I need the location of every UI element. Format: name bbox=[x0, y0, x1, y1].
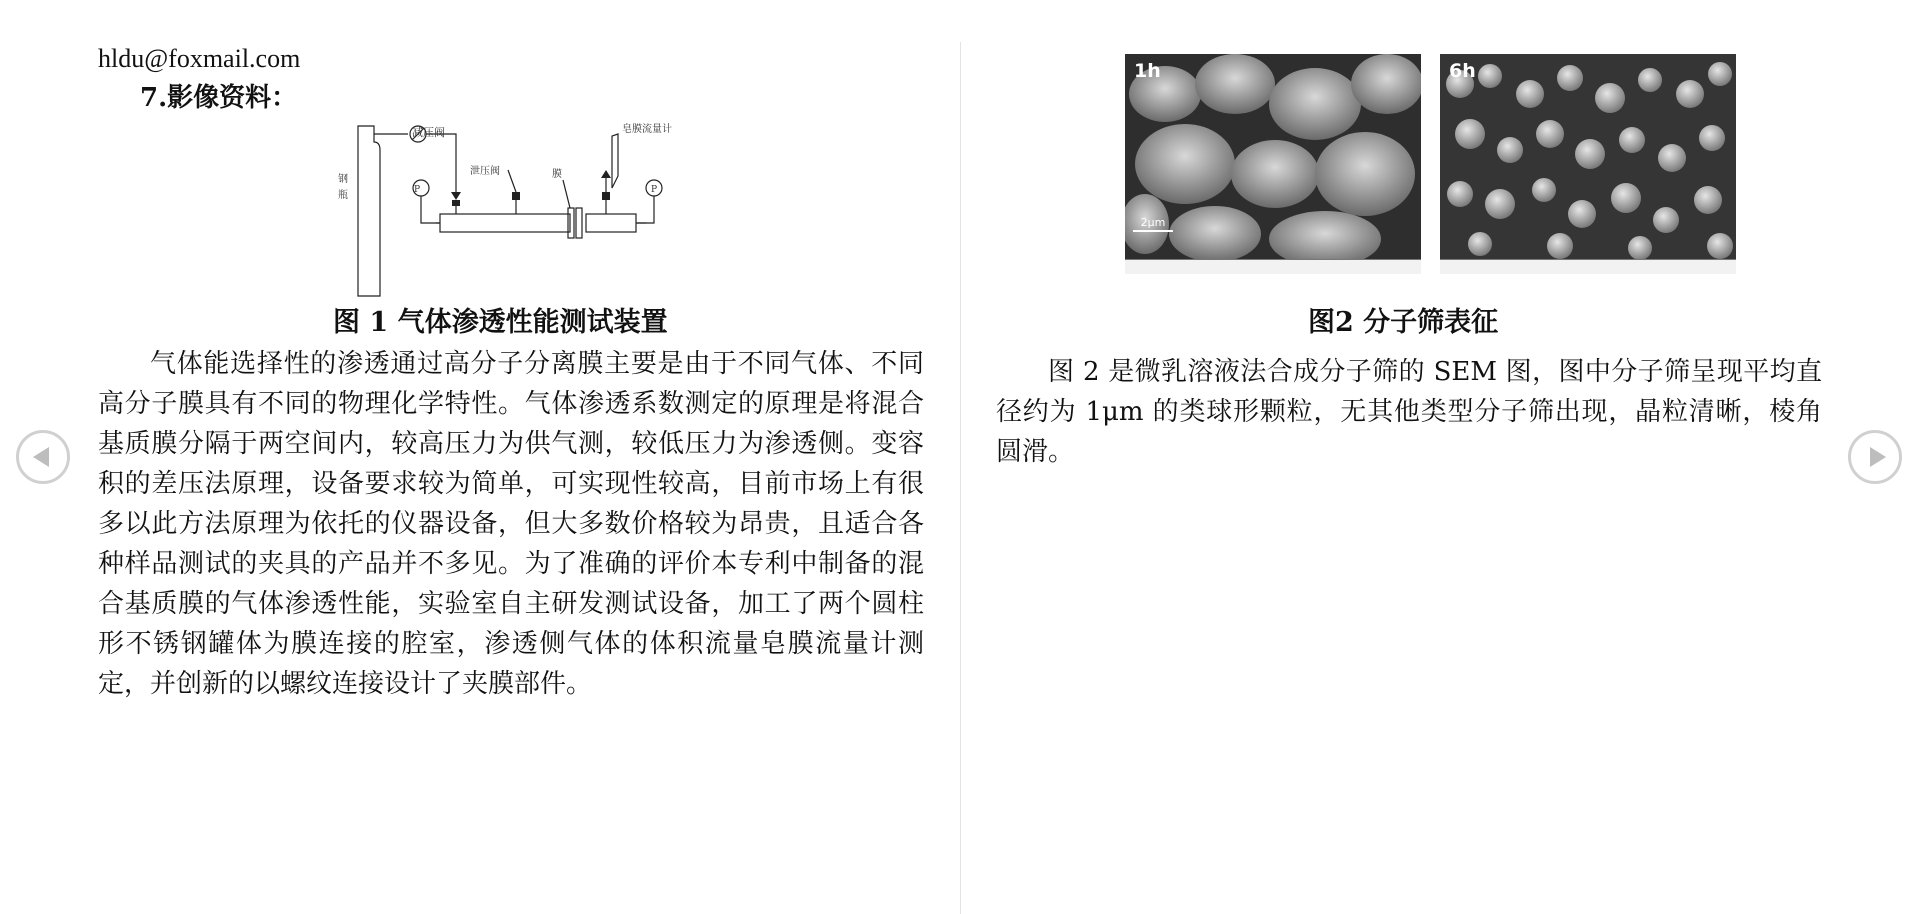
section-heading: 7.影像资料： bbox=[140, 83, 298, 113]
sem-info-bar bbox=[1440, 259, 1736, 274]
label-flowmeter: 皂膜流量计 bbox=[622, 124, 672, 135]
label-p-right: P bbox=[650, 185, 658, 195]
chevron-left-icon bbox=[33, 447, 49, 467]
next-page-button[interactable] bbox=[1848, 430, 1902, 484]
right-paragraph: 图 2 是微乳溶液法合成分子筛的 SEM 图，图中分子筛呈现平均直径约为 1μm 的类球形颗粒，无其他类型分子筛出现，晶粒清晰，棱角圆滑。 bbox=[996, 357, 1822, 467]
label-vent-valve: 泄压阀 bbox=[470, 166, 500, 177]
permeate-chamber bbox=[586, 214, 636, 232]
sem-label-6h: 6h bbox=[1449, 60, 1476, 82]
sem-image-1h bbox=[1125, 54, 1421, 274]
sem-label-1h: 1h bbox=[1134, 60, 1161, 82]
gas-cylinder bbox=[358, 126, 380, 296]
left-paragraph: 气体能选择性的渗透通过高分子分离膜主要是由于不同气体、不同高分子膜具有不同的物理化学特性。气体渗透系数测定的原理是将混合基质膜分隔于两空间内，较高压力为供气测，较低压力为渗透侧。变容积的差压法原理，设备要求较为简单，可实现性较高，目前市场上有很多以此方法原理为依托的仪器设备，但大多数价格较为昂贵，且适合各种样品测试的夹具的产品并不多见。为了准确的评价本专利中制备的混合基质膜的气体渗透性能，实验室自主研发测试设备，加工了两个圆柱形不锈钢罐体为膜连接的腔室，渗透侧气体的体积流量皂膜流量计测定，并创新的以螺纹连接设计了夹膜部件。 bbox=[98, 349, 924, 699]
sem-info-bar bbox=[1125, 259, 1421, 274]
label-cylinder-2: 瓶 bbox=[338, 190, 348, 201]
figure-gas-permeation-apparatus bbox=[328, 122, 708, 302]
label-pressure-valve: 减压阀 bbox=[412, 126, 445, 139]
prev-page-button[interactable] bbox=[16, 430, 70, 484]
sem-image-6h bbox=[1440, 54, 1736, 274]
chevron-right-icon bbox=[1870, 447, 1886, 467]
label-p-left: P bbox=[413, 185, 421, 195]
scale-bar bbox=[1133, 216, 1173, 232]
membrane-holder bbox=[568, 208, 574, 238]
figure1-caption: 图 1 气体渗透性能测试装置 bbox=[333, 307, 668, 338]
figure2-caption: 图2 分子筛表征 bbox=[1308, 307, 1499, 338]
soap-film-flowmeter bbox=[612, 134, 618, 188]
page-divider bbox=[960, 42, 961, 914]
feed-chamber bbox=[440, 214, 570, 232]
label-cylinder-1: 钢 bbox=[338, 174, 348, 185]
author-email: hldu@foxmail.com bbox=[98, 44, 301, 73]
scale-bar-text: 2μm bbox=[1140, 216, 1166, 229]
label-membrane: 膜 bbox=[552, 169, 562, 180]
